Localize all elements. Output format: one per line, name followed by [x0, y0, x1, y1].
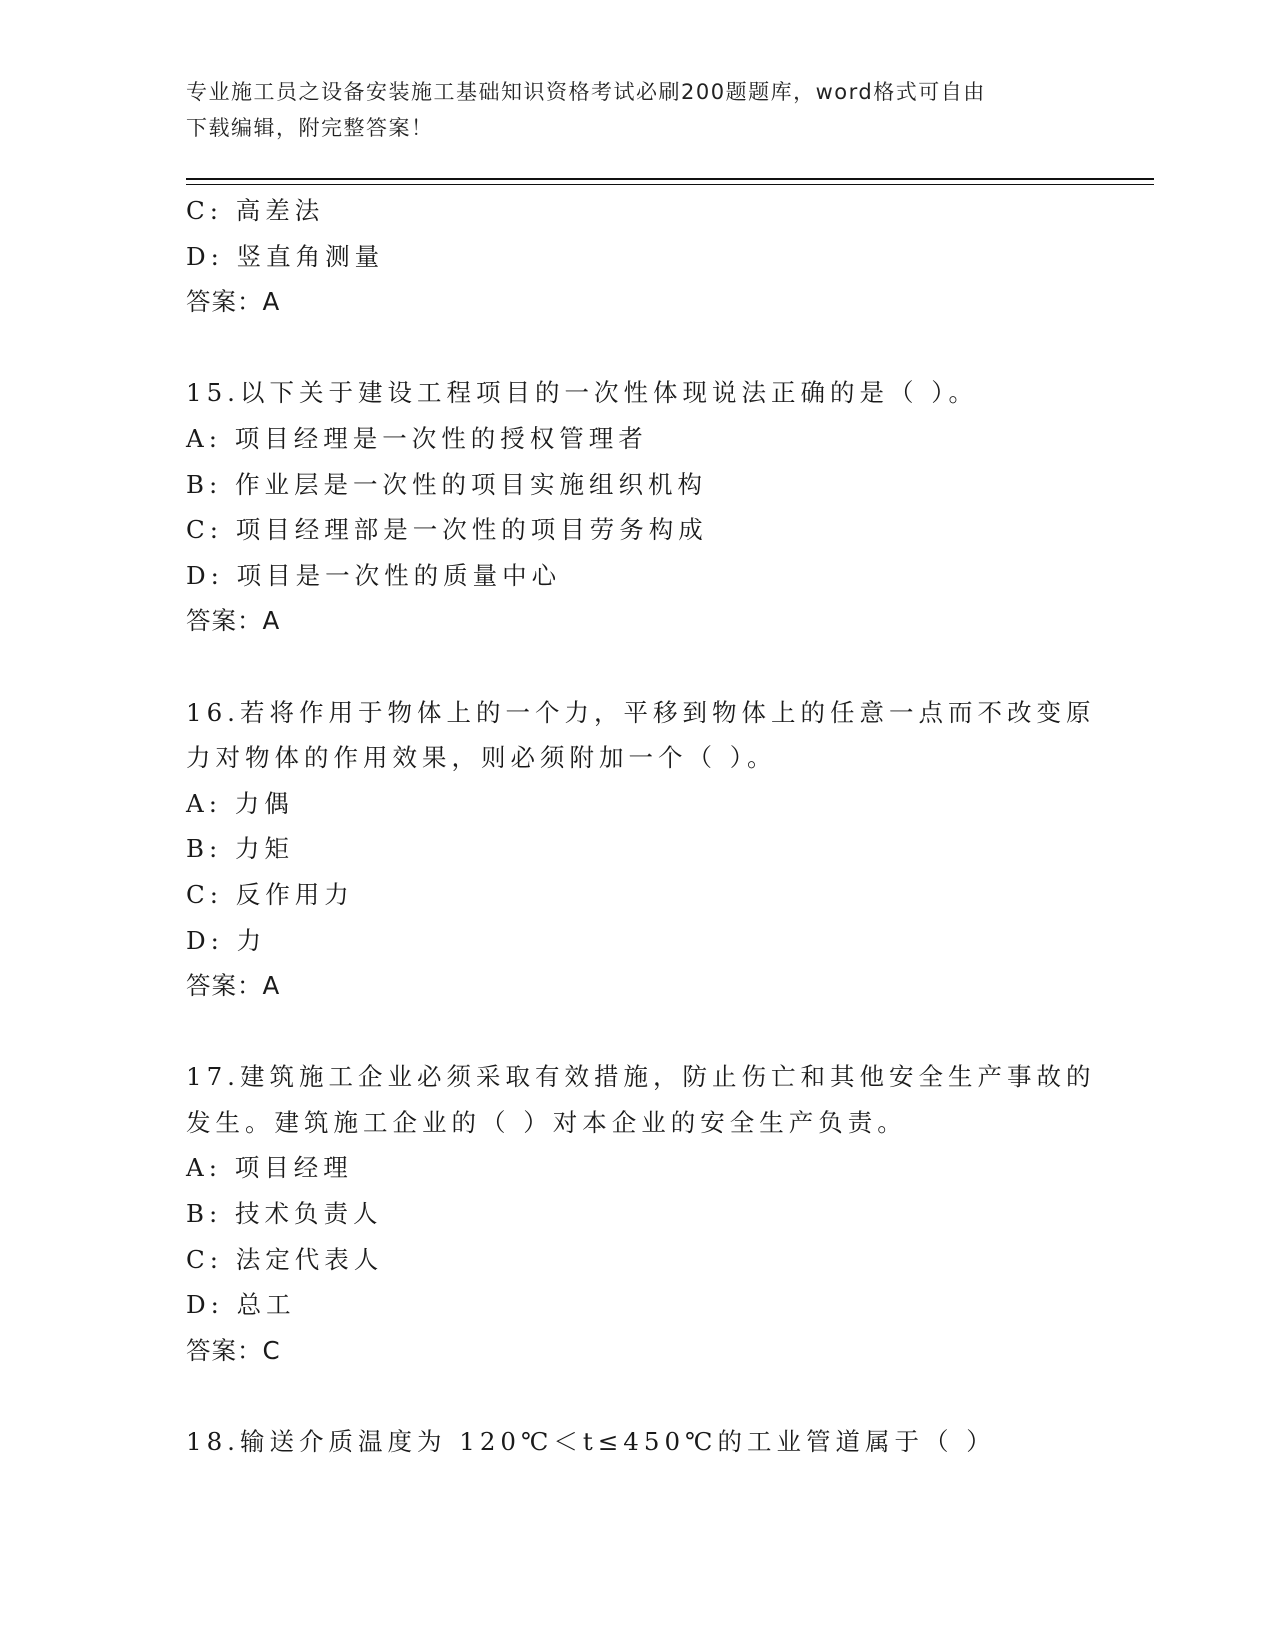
option-d: D: 项目是一次性的质量中心: [186, 560, 562, 590]
option-c: C: 反作用力: [186, 879, 354, 909]
option-a: A: 力偶: [186, 788, 294, 818]
question-block-16: [186, 690, 1096, 1009]
header-line-1: 专业施工员之设备安装施工基础知识资格考试必刷200题题库，word格式可自由: [186, 80, 986, 104]
question-list: [186, 188, 1096, 1465]
header-divider-thin: [186, 184, 1154, 185]
option-d: D: 力: [186, 925, 267, 955]
option-b: B: 技术负责人: [186, 1199, 383, 1229]
option-c: C: 项目经理部是一次性的项目劳务构成: [186, 515, 708, 545]
option-b: B: 力矩: [186, 834, 295, 864]
header-divider-thick: [186, 178, 1154, 180]
spacer: [186, 1373, 1086, 1419]
option-c: C: 法定代表人: [186, 1244, 384, 1274]
spacer: [186, 1009, 1086, 1055]
question-stem-line-1: 17.建筑施工企业必须采取有效措施，防止伤亡和其他安全生产事故的: [186, 1062, 1096, 1092]
question-stem: 15.以下关于建设工程项目的一次性体现说法正确的是（ ）。: [186, 378, 978, 408]
answer-line: 答案：C: [186, 1335, 281, 1365]
option-d: D: 总工: [186, 1290, 296, 1320]
option-a: A: 项目经理: [186, 1153, 353, 1183]
question-stem-line-2: 发生。建筑施工企业的（ ）对本企业的安全生产负责。: [186, 1107, 907, 1137]
question-stem-line-2: 力对物体的作用效果，则必须附加一个（ ）。: [186, 743, 777, 773]
answer-line: 答案：A: [186, 971, 281, 1001]
option-b: B: 作业层是一次性的项目实施组织机构: [186, 469, 708, 499]
question-block-15: [186, 370, 1086, 644]
option-d: D: 竖直角测量: [186, 241, 385, 271]
question-stem: 18.输送介质温度为 120℃＜t≤450℃的工业管道属于（ ）: [186, 1427, 996, 1457]
question-block-17: [186, 1054, 1096, 1373]
header-line-2: 下载编辑，附完整答案！: [186, 116, 434, 140]
spacer: [186, 325, 1086, 371]
spacer: [186, 644, 1086, 690]
answer-line: 答案：A: [186, 287, 281, 317]
option-c: C: 高差法: [186, 196, 325, 225]
question-stem-line-1: 16.若将作用于物体上的一个力，平移到物体上的任意一点而不改变原: [186, 697, 1096, 727]
question-block-18: [186, 1419, 1086, 1465]
document-header: [186, 74, 1066, 146]
question-block-14: [186, 188, 1086, 325]
option-a: A: 项目经理是一次性的授权管理者: [186, 423, 648, 453]
answer-line: 答案：A: [186, 606, 281, 636]
